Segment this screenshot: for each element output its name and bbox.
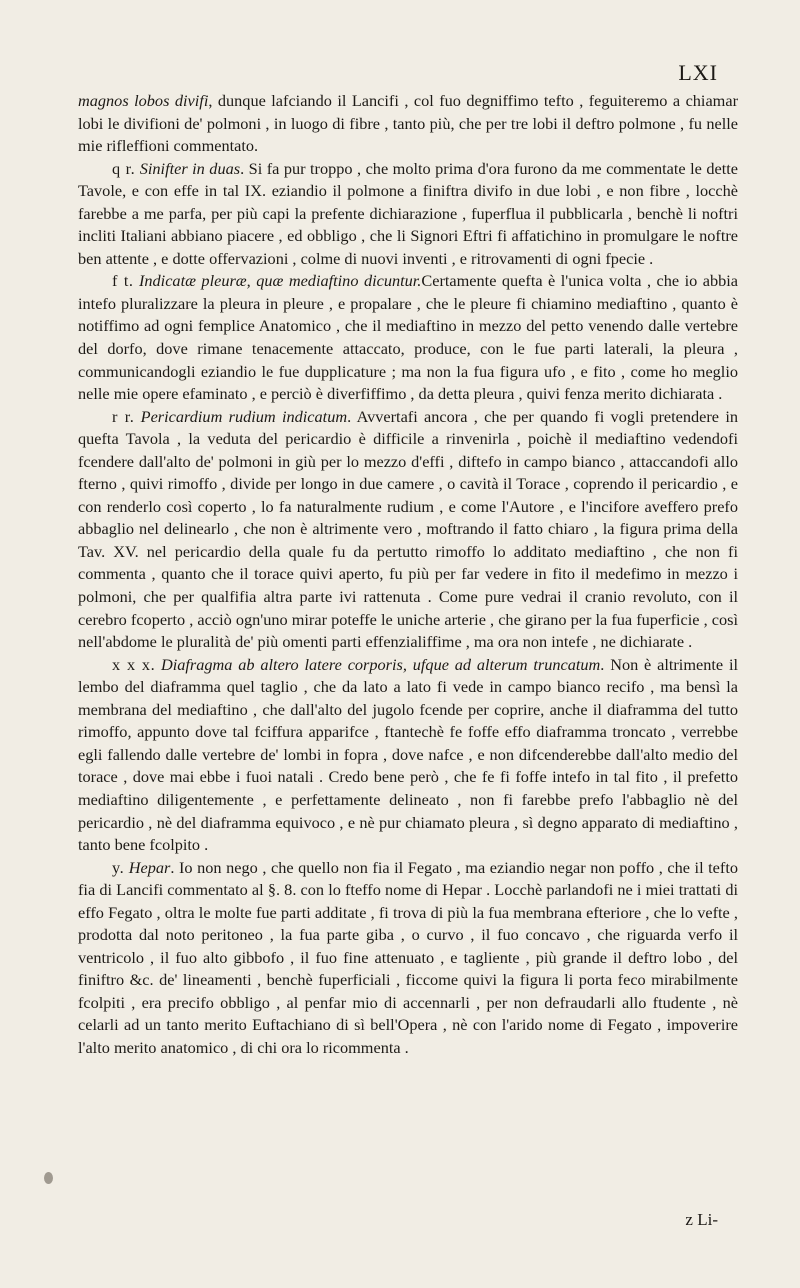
- paragraph: [78, 90, 738, 158]
- lemma: magnos lobos divifi: [78, 91, 209, 110]
- paragraph: [78, 158, 738, 271]
- paragraph: [78, 654, 738, 857]
- lemma: Indicatæ pleuræ, quæ mediaftino dicuntur.: [138, 271, 422, 291]
- paragraph: [78, 857, 738, 1060]
- paragraph-text: . Non è altrimente il lembo del diaframma quel taglio , che da lato a lato fi vede in campo bianco recifo , ma bensì la membrana del mediaftino , che dall'alto del jugolo fcende per coprire, anche il diaframma del tutto rimoffo, appunto dove tal fciffura apparifce , ftantechè fe foffe effo diaframma troncato , verrebbe egli fallendo dalle vertebre de' lombi in fopra , dove nafce , e non difcenderebbe dall'alto medio del torace , dove mai ebbe i fuoi natali . Credo bene però , che fe fi foffe intefo in tal fito , il prefetto mediaftino diligentemente , e perfettamente delineato , non fi farebbe prefo l'abbaglio nè del pericardio , nè del diaframma equivoco , e nè pur chiamato pleura , sì degno apparato di mediaftino , tanto bene fcolpito .: [78, 654, 738, 855]
- lemma: Sinifter in duas: [139, 158, 241, 178]
- ink-spot: [44, 1172, 53, 1184]
- reference-key: r r.: [112, 406, 135, 426]
- catchword: z Li-: [685, 1210, 718, 1229]
- paragraph-text: . Io non nego , che quello non fia il Fegato , ma eziandio negar non poffo , che il tefto fia di Lancifi commentato al §. 8. con lo fteffo nome di Hepar . Locchè parlandofi ne i miei trattati di effo Fegato , oltra le molte fue parti additate , fi trova di più la fua membrana efteriore , che lo vefte , prodotta dal noto peritoneo , la fua parte giba , o curvo , il fuo concavo , che riguarda verfo il ventricolo , il fuo alto gibbofo , il fuo fine attenuato , e tagliente , più grande il deftro lobo , del finiftro &c. de' lineamenti , benchè fuperficiali , ficcome quivi la figura li porta feco mirabilmente fcolpiti , era precifo obbligo , al penfar mio di accennarli , per non defraudarli allo ftudente , nè celarli ad un tanto merito Euftachiano di sì bell'Opera , nè con l'arido nome di Fegato , impoverire l'alto merito anatomico , di chi ora lo ricommenta .: [78, 857, 738, 1057]
- page-number: LXI: [678, 60, 718, 85]
- reference-key: x x x.: [112, 654, 156, 674]
- reference-key: f t.: [112, 271, 134, 291]
- paragraph: [78, 406, 738, 654]
- body-text: [78, 90, 738, 1060]
- lemma: Diafragma ab altero latere corporis, ufque ad alterum truncatum: [160, 654, 601, 674]
- paragraph-text: , dunque lafciando il Lancifi , col fuo degniffimo tefto , feguiteremo a chiamar lobi le divifioni de' polmoni , in luogo di fibre , tanto più, che per tre lobi il deftro polmone , fu nelle mie rifleffioni commentato.: [78, 91, 738, 156]
- paragraph: [78, 270, 738, 405]
- reference-key: q r.: [112, 158, 136, 178]
- lemma: Hepar: [128, 857, 171, 877]
- paragraph-text: Certamente quefta è l'unica volta , che io abbia intefo pluralizzare la pleura in pleure , e propalare , che le pleure fi chiamino mediaftino , quanto è notiffimo ad ogni femplice Anatomico , che il mediaftino in mezzo del petto venendo dalle vertebre del dorfo, dove rimane tenacemente attaccato, produce, con le fue parti laterali, la pleura , communicandogli eziandio le fue dupplicature ; ma non la fua figura ufo , e fito , come ho meglio nelle mie opere efaminato , e perciò è diverfiffimo , da detta pleura , quivi fenza merito dichiarata .: [78, 271, 738, 404]
- reference-key: y.: [112, 857, 125, 877]
- paragraph-text: . Si fa pur troppo , che molto prima d'ora furono da me commentate le dette Tavole, e con effe in tal IX. eziandio il polmone a finiftra divifo in due lobi , e non fibre , locchè farebbe a me parfa, per più capi la prefente dichiarazione , fuperflua il pubblicarla , benchè li noftri incliti Italiani abbiano piacere , ed obbligo , che li Signori Eftri fi affatichino in promulgare le noftre ben attente , e dotte offervazioni , colme di nuovi inventi , e ritrovamenti di ogni fpecie .: [78, 158, 738, 268]
- lemma: Pericardium rudium indicatum: [140, 406, 348, 426]
- paragraph-text: . Avvertafi ancora , che per quando fi vogli pretendere in quefta Tavola , la veduta del pericardio è difficile a rinvenirla , poichè il mediaftino vedendofi fcendere dall'alto de' polmoni in giù per lo mezzo d'effi , diftefo in campo bianco , attaccandofi allo fterno , quivi rimoffo , divide per longo in due camere , o cavità il Torace , coprendo il pericardio , e con renderlo così coperto , lo fa naturalmente rudium , e come l'Autore , e l'incifore aveffero prefo abbaglio nel delinearlo , che non è altrimente vero , moftrando il fatto chiaro , la figura prima della Tav. XV. nel pericardio della quale fu da pertutto rimoffo lo additato mediaftino , che non fi commenta , quanto che il torace quivi aperto, fu più per far vedere in fito il medefimo in mezzo i polmoni, che per qualfifia altra parte ivi rattenuta . Come pure vedrai il cranio revoluto, con il cerebro fcoperto , acciò ogn'uno mirar poteffe le uniche arterie , che girano per la fua fuperficie , così nell'abdome le pluralità de' più omenti parti effenzialiffime , ma ora non intefe , ne dichiarate .: [78, 406, 738, 652]
